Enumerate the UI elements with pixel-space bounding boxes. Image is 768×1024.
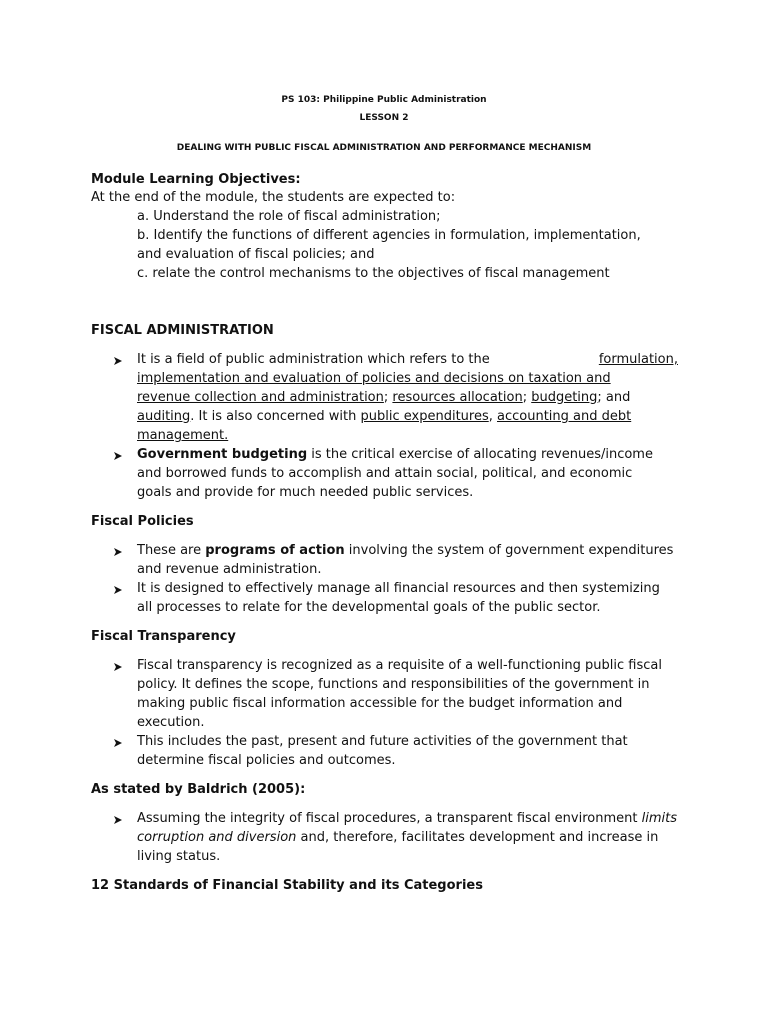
paragraph-line: and borrowed funds to accomplish and attain social, political, and economic bbox=[137, 466, 633, 481]
paragraph-line: living status. bbox=[137, 849, 221, 864]
section-heading: FISCAL ADMINISTRATION bbox=[91, 323, 274, 338]
paragraph-line: These are programs of action involving the system of government expenditures bbox=[137, 543, 674, 558]
bullet-arrow-icon bbox=[113, 451, 123, 461]
bullet-arrow-icon bbox=[113, 356, 123, 366]
objectives-heading: Module Learning Objectives: bbox=[91, 172, 301, 187]
paragraph-line: Fiscal transparency is recognized as a requisite of a well-functioning public fiscal bbox=[137, 658, 662, 673]
lesson-number: LESSON 2 bbox=[359, 113, 409, 123]
paragraph-line: implementation and evaluation of policies and decisions on taxation and bbox=[137, 371, 611, 386]
bullet-arrow-icon bbox=[113, 585, 123, 595]
bullet-arrow-icon bbox=[113, 547, 123, 557]
paragraph-line: making public fiscal information accessible for the budget information and bbox=[137, 696, 623, 711]
paragraph-line: auditing. It is also concerned with public expenditures, accounting and debt bbox=[137, 409, 632, 424]
paragraph-line: It is a field of public administration which refers to the formulation, bbox=[137, 352, 678, 367]
objective-item: and evaluation of fiscal policies; and bbox=[137, 247, 375, 262]
lesson-topic: DEALING WITH PUBLIC FISCAL ADMINISTRATION AND PERFORMANCE MECHANISM bbox=[176, 143, 592, 153]
objective-item: b. Identify the functions of different agencies in formulation, implementation, bbox=[137, 228, 641, 243]
objective-item: a. Understand the role of fiscal administration; bbox=[137, 209, 441, 224]
bullet-arrow-icon bbox=[113, 815, 123, 825]
paragraph-line: Assuming the integrity of fiscal procedures, a transparent fiscal environment limits bbox=[137, 811, 677, 826]
paragraph-line: Government budgeting is the critical exercise of allocating revenues/income bbox=[137, 447, 653, 462]
paragraph-line: and revenue administration. bbox=[137, 562, 322, 577]
paragraph-line: all processes to relate for the developmental goals of the public sector. bbox=[137, 600, 601, 615]
paragraph-line: execution. bbox=[137, 715, 205, 730]
paragraph-line: It is designed to effectively manage all financial resources and then systemizing bbox=[137, 581, 660, 596]
section-heading: Fiscal Transparency bbox=[91, 629, 236, 644]
objective-item: c. relate the control mechanisms to the objectives of fiscal management bbox=[137, 266, 610, 281]
paragraph-line: determine fiscal policies and outcomes. bbox=[137, 753, 396, 768]
bullet-arrow-icon bbox=[113, 662, 123, 672]
section-heading: As stated by Baldrich (2005): bbox=[91, 782, 306, 797]
paragraph-line: policy. It defines the scope, functions and responsibilities of the government in bbox=[137, 677, 650, 692]
paragraph-line: revenue collection and administration; resources allocation; budgeting; and bbox=[137, 390, 631, 405]
paragraph-line: goals and provide for much needed public services. bbox=[137, 485, 474, 500]
paragraph-line: This includes the past, present and future activities of the government that bbox=[137, 734, 628, 749]
paragraph-line: corruption and diversion and, therefore, facilitates development and increase in bbox=[137, 830, 659, 845]
paragraph-line: management. bbox=[137, 428, 229, 443]
section-heading: Fiscal Policies bbox=[91, 514, 194, 529]
bullet-arrow-icon bbox=[113, 738, 123, 748]
course-title: PS 103: Philippine Public Administration bbox=[281, 95, 487, 105]
section-heading: 12 Standards of Financial Stability and its Categories bbox=[91, 878, 483, 893]
objectives-intro: At the end of the module, the students are expected to: bbox=[91, 190, 456, 205]
